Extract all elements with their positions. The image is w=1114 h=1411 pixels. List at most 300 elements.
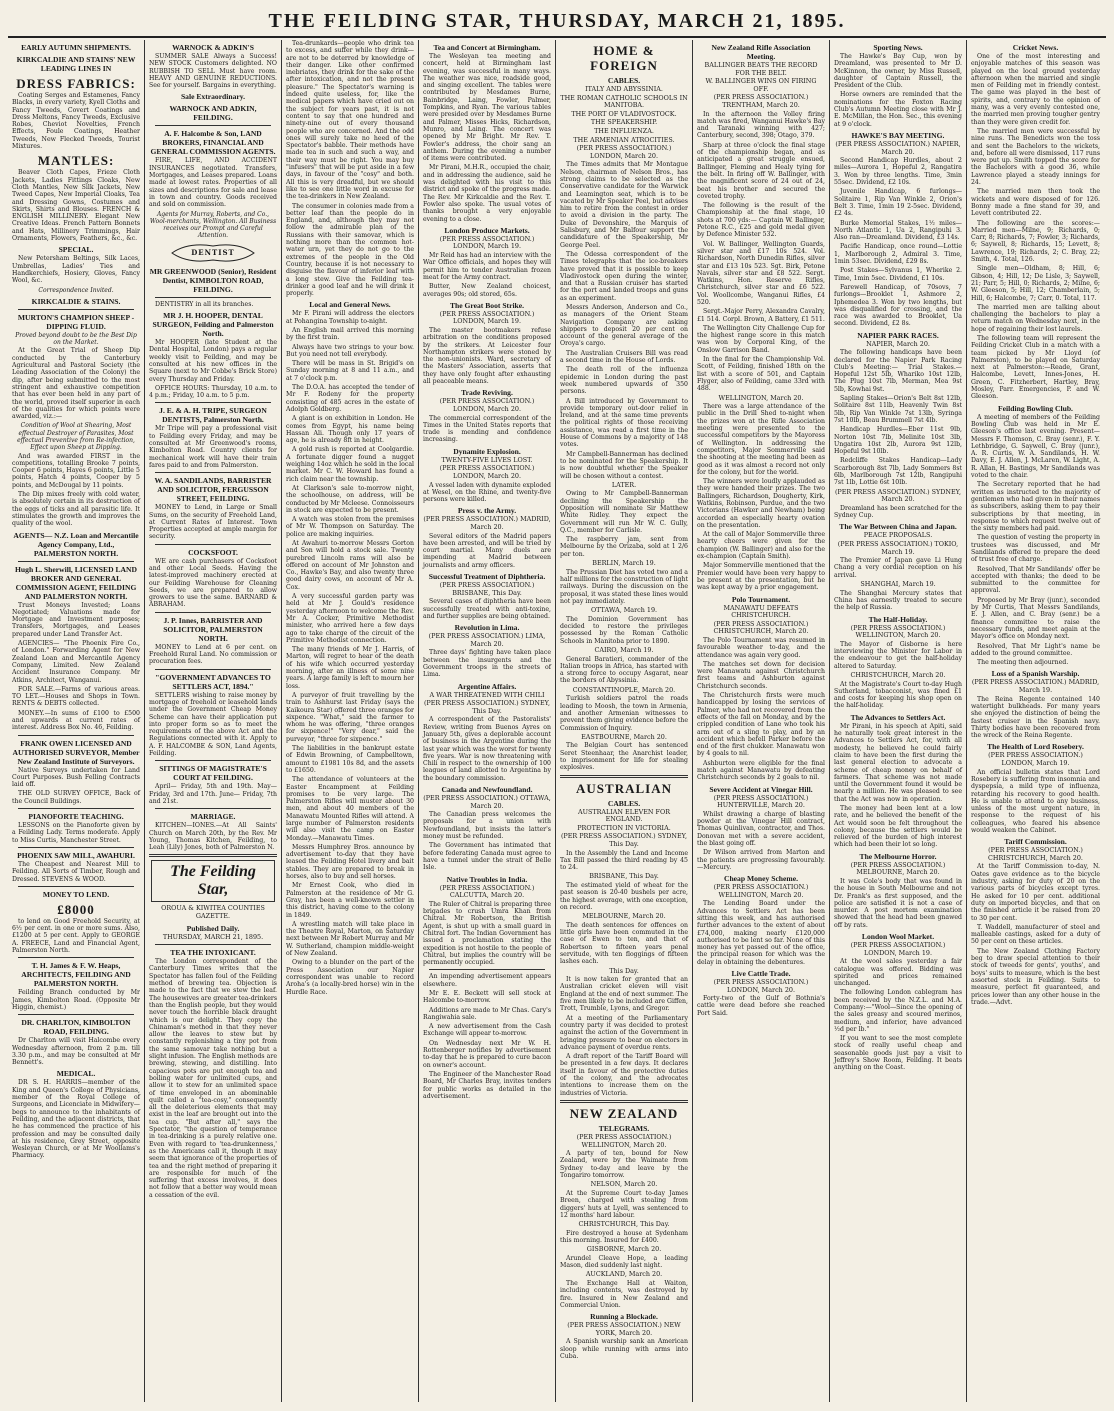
article-paragraph: At the wool sales yesterday a fair catalogue was offered. Bidding was spirited and prices remained unchanged. — [834, 958, 962, 988]
article-paragraph: The following London cablegram has been received by the N.Z.L. and M.A. Company:—"Wool—Since the opening of the sales greasy and scoured merinos, medium, and inferior, have advanced ½d per lb." — [834, 989, 962, 1033]
subheading: (PER PRESS ASSOCIATION.) LONDON, March 20. — [439, 464, 535, 480]
headline: WARNOCK & ADKIN'S — [172, 43, 254, 52]
subheading: (PER PRESS ASSOCIATION.) HUNTERVILLE, March 20. — [713, 793, 809, 810]
article-paragraph: On Wednesday next Mr W. H. Rottenberger notifies by advertisement to-day that he is prepared to cure bacon on owner's account. — [423, 1039, 551, 1069]
column-5 — [556, 40, 693, 1402]
headline: The Great Boot Strike. — [449, 300, 525, 310]
article-paragraph: Vol. W. Ballinger, Wellington Guards, silver star and £17 10s 524. Vol. Richardson, North Dunedin Rifles, silver star and £13 10s 523. Sgt. Birk, Petone Navals, silver star and £8 522. Sergt. Watkins, Hon. Reserve Rifles, Christchurch, silver star and £6 522. Vol. Woollcombe, Wanganui Rifles, £4 520. — [697, 240, 825, 306]
column-rule — [155, 125, 271, 126]
subheading: (PER PRESS ASSOCIATION.) WELLINGTON, March 20. — [713, 883, 809, 899]
subheading: NAPIER, March 20. — [866, 339, 930, 348]
article-paragraph: One of the most interesting and enjoyable matches of this season was played on the local ground yesterday afternoon when the married and single men of Feilding met in friendly contest. The game was played in the best of spirits, and, contrary to the opinion of many, was a very evenly contested one, the married men proving tougher gentry than they were given credit for. — [971, 53, 1100, 126]
subheading: A WAR THREATENED WITH CHILI — [429, 690, 545, 699]
subheading: THE PORT OF VLADIVOSTOCK. — [571, 109, 677, 118]
subheading: (PER PRESS ASSOCIATION.) LONDON, March 19. — [439, 234, 535, 251]
masthead — [8, 6, 1106, 38]
article-paragraph: Dr Wilson arrived from Marton and the patients are progressing favourably.—Mercury. — [697, 849, 825, 871]
article-paragraph: The Hawke's Bay Cup, won by Dreamland, was presented to Mr D. McKinnon, the owner, by Miss Russell, daughter of Captain Russell, the President of the Club. — [834, 53, 962, 90]
article-paragraph: If you want to see the most complete stock of really useful cheap and seasonable goods just pay a visit to Jeffrey's Show Room, Feilding. It beats anything on the Coast. — [834, 1035, 962, 1072]
article-paragraph: A meeting of members of the Feilding Bowling Club was held in Mr E. Gleeson's office last evening. Present—Messrs F. Thomson, C. Bray (senr.), F. Y. Lethbridge, G. Saywell, C. Bray (junr.), A. R. Curtis, W. A. Sandilands, H. W. Davy, E. J. Allen, J. McLaren, W. Light, A. R. Allan, H. Bastings, Mr Sandilands was voted to the chair. — [971, 413, 1100, 480]
subheading: (PER PRESS ASSOCIATION.) LONDON, March 19. — [439, 309, 535, 326]
article-paragraph: The Canadian press welcomes the proposals for a union with Newfoundland, but insists the latter's money must be refunded. — [423, 811, 551, 841]
article-paragraph: The master bootmakers refuse arbitration on the conditions proposed by the strikers. At Leicester four Northampton strikers were stoned by the non-unionists. Ward, secretary of the Masters' Association, asserts that they have only fought after exhausting all peaceable means. — [423, 326, 551, 386]
headline: NAPIER PARK RACES. — [857, 330, 939, 340]
subheading: THURSDAY, MARCH 21, 1895. — [162, 932, 264, 941]
subheading: BRISBANE, This Day. — [589, 872, 659, 881]
article-paragraph: Ashburton were eligible for the final match against Manawatu by defeating Christchurch seconds by 2 goals to nil. — [697, 759, 825, 782]
article-paragraph: Tea-drunkards—people who drink tea to excess, and suffer while they drink—are not to be deterred by knowledge of their danger. Like other confirmed inebriates, they drink for the sake of the after intoxication, and not the present pleasure." The Spectator's warning is indeed quite useless, for, like the medical papers which have cried out on the subject for years past, it is not content to say that one hundred and ninety-nine out of every thousand people who are concerned. And the odd ones will surely take no heed of the Spectator's babble. Their methods have made tea in such and such a way, and their way must be right. You may buy "infusers" that will be put aside in a few days, in favour of the "cosy" and both. All this is very dreadful, but we should like to see one little word in excuse for the tea-drinkers in New Zealand. — [286, 40, 414, 201]
headline: London Wool Market. — [861, 932, 935, 942]
article-paragraph: The raspberry jam, sent from Melbourne by the Orizaba, sold at 1 2/6 per ton. — [560, 536, 688, 558]
article-paragraph: A party of ten, bound for New Zealand, were by the Waimate from Sydney to-day and leave by the Tongariro tomorrow. — [560, 1150, 688, 1180]
article-paragraph: There will be mass in St. Brigid's on Sunday morning at 8 and 11 a.m., and at 7 o'clock p.m. — [286, 360, 414, 382]
headline: Severe Accident at Vinegar Hill. — [709, 784, 813, 794]
display-heading: NEW ZEALAND — [569, 1105, 679, 1121]
article-paragraph: Handicap Hurdles—Eber 11st 9lb, Norton 10st 7lb, Melinite 10st 3lb, Ungatira 10st 2lb, Aurora 9st 12lb, Hopeful 9st 10lb. — [834, 426, 962, 456]
article-paragraph: Fire destroyed a house at Sydenham this morning. Insured for £400. — [560, 1229, 688, 1244]
article-paragraph: The Dip mixes freely with cold water, is absolutely certain in its destruction of the eggs of ticks and all parasitic life. It stimulates the growth and improves the quality of the wool. — [12, 491, 140, 528]
headline: W. A. SANDILANDS, BARRISTER AND SOLICITOR, FERGUSSON STREET, FEILDING. — [154, 476, 272, 504]
column-rule — [155, 544, 271, 545]
article-paragraph: Major Sommerville mentioned that the Premier would have been very happy to be present at the presentation, but he was kept away by a prior engagement. — [697, 562, 825, 592]
headline: Published Daily. — [186, 923, 240, 933]
article-paragraph: The D.O.A. has accepted the tender of Mr F. Rodeny for the property consisting of 485 acres in the estate of Adolph Goldberg. — [286, 384, 414, 413]
article-paragraph: Several editors of the Madrid papers have been arrested, and will be tried by court martial. Many duels are impending at Madrid between journalists and army officers. — [423, 532, 551, 569]
headline: Successful Treatment of Diphtheria. — [428, 572, 546, 582]
headline: Running a Blockade. — [590, 1312, 658, 1322]
subheading: (PER PRESS ASSOCIATION.) TOKIO, March 19. — [837, 540, 959, 556]
subheading: (PER PRESS ASSOCIATION.) MADRID, March 20. — [423, 515, 551, 531]
article-paragraph: Owing to Mr Campbell-Bannerman declining the Speakership the Opposition will nominate Sir Matthew White Ridley. They expect the Government will run Mr W. C. Gully, Q.C., member for Carlisle. — [560, 490, 688, 534]
article-paragraph: Messrs Humphrey Bros. announce by advertisement to-day that they have leased the Feilding Hotel livery and bait stables. They are prepared to break in horses, also to buy and sell horses. — [286, 843, 414, 881]
article-paragraph: Trust Moneys Invested; Loans Negotiated; Valuations made for Mortgage and Investment purposes; Transfers, Mortgages, and Leases prepared under Land Transfer Act. — [12, 601, 140, 638]
subheading: (PER PRESS ASSOCIATION.) LIMA, March 20. — [428, 632, 546, 648]
article-paragraph: Additions are made to Mr Chas. Cary's Rangiwahia sale. — [423, 1006, 551, 1021]
article-paragraph: An official bulletin states that Lord Rosebery is suffering from insomnia and dyspepsia, a mild type of influenza, retarding his recovery to good health. He is unable to attend to any business, unless of the most urgent nature, in response to the request of his colleagues, who feared his absence would weaken the Cabinet. — [971, 768, 1100, 834]
article-paragraph: The question of vesting the property in trustees was discussed, and Mr Sandilands offered to prepare the deed of trust free of charge. — [971, 534, 1100, 564]
double-rule — [560, 1100, 688, 1103]
headline: Canada and Newfoundland. — [441, 784, 533, 794]
masthead-title: THE FEILDING STAR, THURSDAY, MARCH 21, 1895. — [268, 9, 846, 32]
article-paragraph: Several cases of diphtheria have been successfully treated with anti-toxine, and further supplies are being obtained. — [423, 598, 551, 620]
article-paragraph: Butter, New Zealand choicest, averages 90s; old stored, 65s. — [423, 283, 551, 298]
headline: Native Troubles in India. — [446, 874, 528, 884]
article-paragraph: In the final for the Championship Vol. Scott, of Feilding, finished 18th on the list with a score of 501, and Captain Flyger, also of Feilding, came 33rd with 488. — [697, 356, 825, 393]
subheading: CHRISTCHURCH, March 20. — [850, 670, 946, 679]
subheading: (PER PRESS ASSOCIATION.) SYDNEY, This Day. — [560, 832, 688, 848]
column-rule — [155, 760, 271, 761]
subheading: (PER PRESS ASSOCIATION.) TRENTHAM, March 20. — [713, 93, 809, 109]
headline: FRANK OWEN LICENSED AND AUTHORISED SURVEYOR, Member New Zealand Institute of Surveyors. — [12, 738, 140, 766]
column-rule — [155, 808, 271, 809]
article-paragraph: The following is the result of the Championship at the final stage, 10 shots at 700 yds:— Captain W. Ballinger, Petone R.C., £25 and gold medal given by Defence Minister 532. — [697, 202, 825, 239]
article-paragraph: The married men are talking about challenging the bachelors to play a return match on Wednesday next, in the hope of regaining their lost laurels. — [971, 303, 1100, 333]
subheading: This Day. — [609, 966, 639, 975]
headline: The Advances to Settlers Act. — [850, 712, 946, 722]
article-paragraph: to lend on Good Freehold Security, at 6½ per cent. in one or more sums. Also, £1200 at 5 per cent. Apply to GEORGE A. FREECE, Land and Financial Agent, Palmerston North. — [12, 917, 140, 955]
article-paragraph: The married men then took the wickets and were disposed of for 126. Bonny made a fine stand for 39, and Levett contributed 22. — [971, 188, 1100, 218]
headline: "GOVERNMENT ADVANCES TO SETTLERS ACT, 1894." — [155, 672, 271, 691]
subheading: (PER PRESS ASSOCIATION.) WELLINGTON, March 20. — [850, 623, 946, 640]
article-paragraph: The Government has intimated that before federating Canada must agree to have a tunnel under the strait of Belle Isle. — [423, 842, 551, 872]
article-paragraph: The London correspondent of the Canterbury Times writes that the Spectator has fallen foul of the Feilding method of brewing tea. Objection is made to the fact that we stew the leaf. The housewives are greater tea-drinkers than the English people, but they would never touch the horrible black draught which is our delight. They copy the Chinaman's method in that they never allow the leaves to stew but by constantly replenishing a tiny pot from the same samovar take nothing but a slight infusion. The English methods are brewing, stewing, and distilling. Into capacious pots are put enough tea and boiling water for unlimited cups, and allow it to stew for an unlimited space of time enveloped in an abominable quilt called a "tea-cosy," consequently all the deleterious elements that may exist in the leaf are brought out into the tea cup. "But after all," says the Spectator, "the question of temperance in tea-drinking is a purely relative one. Even with regard to 'tea-drunkenness,' as the Americans call it, though it may seem that ignorance of the properties of tea and the right method of preparing it are responsible for much of the suffering that excess involves, it does not follow that a better way would mean a cessation of the evil. — [149, 958, 277, 1199]
headline: Trade Reviving. — [461, 388, 513, 398]
article-paragraph: A Spanish warship sank an American sloop while running with arms into Cuba. — [560, 1338, 688, 1361]
article-paragraph: Mr Tripe will pay a professional visit to Feilding every Friday, and may be consulted at Mr Greenwood's rooms, Kimbolton Road. Country clients for mechanical work will have their train fares paid to and from Palmerston. — [149, 425, 277, 469]
headline: TELEGRAMS. — [598, 1123, 650, 1133]
headline: Argentine Affairs. — [457, 681, 517, 691]
article-paragraph: The Ruler of Chitral is preparing three brigades to crush Umra Khan from Chitral. Mr Robertson, the British Agent, is shut up with a small guard in Chitral fort. The Indian Government has issued a proclamation stating the expedition is not hostile to the people of Chitral, but implies the country will be permanently occupied. — [423, 900, 551, 967]
headline: Local and General News. — [309, 300, 391, 310]
article-paragraph: The winners were loudly applauded as they were handed their prizes. The two Ballingers, Richardson, Dougherty, Kirk, Watkins, Robinson, Purdue, and the two Victorians (Hawker and Newham) being accorded an especially hearty ovation on the presentation. — [697, 478, 825, 529]
article-paragraph: A wrestling match will take place in the Theatre Royal, Marton, on Saturday next between Mr Robert Murray and Mr W. Sutherland, champion middle-weight of New Zealand. — [286, 920, 414, 958]
article-paragraph: Beaver Cloth Capes, Frieze Cloth Jackets, Ladies Fittings Cloaks, New Cloth Mantles, New Silk Jackets, New Tweed Capes, New Imperial Cloaks, Tea and Dressing Gowns, Costumes and Skirts, Shirts and Blouses. FRENCH & ENGLISH MILLINERY. Elegant New Creative Ideas. French Pattern Bonnets and Hats, Millinery Trimmings, Hair Ornaments, Flowers, Feathers, &c., &c. — [12, 169, 140, 243]
headline: Feilding Bowling Club. — [998, 403, 1073, 413]
article-paragraph: Mr E. E. Beckett will sell stock at Halcombe to-morrow. — [423, 990, 551, 1005]
article-paragraph: Resolved, That Mr Sandilands' offer be accepted with thanks; the deed to be submitted to the committee for approval. — [971, 565, 1100, 595]
article-paragraph: The Odessa correspondent of the Times telegraphs that the ice-breakers have proved that it is possible to keep Vladivostock open during the winter, and that a Russian cruiser has started for the port and landed troops and guns as an experiment. — [560, 250, 688, 302]
article-paragraph: At the Magistrate's Court to-day Hugh Sutherland, tobacconist, was fined £1 and costs for keeping his shop open on the half-holiday. — [834, 680, 962, 710]
column-2 — [145, 40, 282, 1402]
subheading: CONSTANTINOPLE, March 20. — [572, 685, 676, 694]
subheading: EASTBOURNE, March 20. — [581, 732, 667, 741]
headline: MARRIAGE. — [190, 812, 236, 822]
article-paragraph: It was Cole's body that was found in the house in South Melbourne and not Dr. Frank's as first supposed, and the police are satisfied it is not a case of murder. A post mortem examination showed that the head had been gnawed off by rats. — [834, 877, 962, 929]
article-paragraph: An English mail arrived this morning by the first train. — [286, 326, 414, 342]
article-paragraph: The Cheapest and Nearest Mill to Feilding. All Sorts of Timber, Rough and Dressed. STEVENS & WOOD. — [12, 860, 140, 883]
headline: The War Between China and Japan. — [839, 522, 957, 532]
article-paragraph: Farewell Handicap, of 70sovs, 7 furlongs—Brooklet 1, Ashmore 2, Iphemedea 3. Won by two lengths, but was disqualified for crossing, and the race was awarded to Brooklet, Ua second. Dividend, £2 8s. — [834, 283, 962, 328]
headline: Sale Extraordinary. — [180, 92, 246, 102]
subheading: MELBOURNE, March 20. — [582, 912, 666, 921]
article-paragraph: Burke Memorial Stakes, 1½ miles—North Atlantic 1, Ua 2, Rangipuhi 3. Also ran—Dreamland. Dividend, £3 14s. — [834, 219, 962, 242]
article-paragraph: The Belgian Court has sentenced Seret Steenhaar, the Anarchist leader, to imprisonment for life for stealing explosives. — [560, 742, 688, 772]
article-paragraph: Mr Pirani, M.H.R., occupied the chair, and in addressing the audience, said he was delighted with his visit to this district and spoke of the progress made. The Rev. Mr Kirkcaldie and the Rev. T. Fowler also spoke. The usual votes of thanks brought a very enjoyable evening to a close. — [423, 164, 551, 223]
article-paragraph: Resolved, That Mr Light's name be added to the ground committee. — [971, 642, 1100, 657]
headline: PHOENIX SAW MILL, AWAHURI. — [17, 850, 135, 860]
article-paragraph: Messrs Anderson, Anderson and Co., as managers of the Orient Steam Navigation Company are asking shippers to deposit 20 per cent on account of the general average of the Oroya's cargo. — [560, 303, 688, 348]
article-paragraph: There was a large attendance of the public in the Drill Shed to-night when the prizes won at the Rifle Association meeting were presented to the successful competitors by the Mayoress of Wellington. In addressing the competitors, Major Sommerville said the shooting at the meeting had been as good as it was almost a record not only for the colony, but for the world. — [697, 403, 825, 476]
article-paragraph: Always have two strings to your bow. But you need not tell everybody. — [286, 343, 414, 358]
headline: DR. CHARLTON, KIMBOLTON ROAD, FEILDING. — [21, 1018, 131, 1037]
double-rule — [560, 775, 688, 778]
article-paragraph: The money had been lent at a low rate, and he believed the benefit of the Act would soon be felt throughout the colony, because the settlers would be relieved of the burden of high interest which had been their lot so long. — [834, 804, 962, 849]
headline: HAWKE'S BAY MEETING. — [851, 130, 945, 140]
headline: Live Cattle Trade. — [731, 969, 791, 978]
subheading: (PER PRESS ASSOCIATION.) MADRID, March 19. — [971, 678, 1100, 695]
article-paragraph: At a meeting of the Parliamentary country party it was decided to protest against the action of the Government in bringing pressure to bear on electors in advance payment of overdue rents. — [560, 1014, 688, 1051]
article-paragraph: T. Waddell, manufacturer of steel and malleable castings, asked for a duty of 50 per cent on these articles. — [971, 923, 1100, 946]
article-paragraph: Sapling Stakes—Orion's Belt 8st 12lb, Solitaire 8st 11lb, Heavenly Twin 8st 5lb, Rip Van Winkle 7st 13lb, Syringa 7st 10lb, Beau Brummell 7st 4lb. — [834, 395, 962, 424]
article-paragraph: Mr Reid has had an interview with the War Office officials, and hopes they will permit him to tender Australian frozen meat for the Army contract. — [423, 252, 551, 281]
subheading: THE ARMENIAN ATROCITIES. — [573, 135, 675, 144]
headline: London Produce Markets. — [444, 225, 530, 235]
article-paragraph: Proposed by Mr Bray (junr.), seconded by Mr Curtis, That Messrs Sandilands, E. J. Allen, and C. Bray (senr.) be a finance committee to raise the necessary funds, and meet again at the Mayor's office on Monday next. — [971, 596, 1100, 641]
column-rule — [155, 944, 271, 945]
subheading: (PER PRESS ASSOCIATION.) MELBOURNE, March 20. — [850, 860, 946, 877]
article-paragraph: Sharp at three o'clock the final stage of the championship began, and as anticipated a great struggle ensued, Ballinger, Fleming and Healy tying for the belt. In firing off W. Ballinger, with the magnificent score of 24 out of 24, beat his brother and secured the coveted trophy. — [697, 141, 825, 200]
article-paragraph: General Baratieri, commander of the Italian troops in Africa, has started with a strong force to occupy Asgarat, near the borders of Abyssinia. — [560, 655, 688, 685]
article-paragraph: Dreamland has been scratched for the Sydney Cup. — [834, 504, 962, 520]
display-heading: DRESS FABRICS: — [16, 76, 136, 91]
article-paragraph: WE are cash purchasers of Cocksfoot and other Local Seeds. Having the latest-improved machinery erected at our Feilding Warehouse for Cleaning Seeds, we are prepared to allow growers to use the same. BARNARD & ABRAHAM. — [149, 557, 277, 609]
headline: EARLY AUTUMN SHIPMENTS. — [21, 43, 131, 52]
headline: Cricket News. — [1012, 43, 1059, 52]
column-8 — [967, 40, 1104, 1402]
article-paragraph: The Shanghai Mercury states that China has earnestly treated to secure the help of Russia. — [834, 589, 962, 612]
headline: J. E. & A. H. TRIPE, SURGEON DENTISTS, Palmerston North. — [159, 406, 267, 425]
subheading: (PER PRESS ASSOCIATION.) CHRISTCHURCH, March 20. — [988, 846, 1083, 862]
article-paragraph: April— Friday, 5th and 19th. May— Friday, 3rd and 17th. June— Friday, 7th and 21st. — [149, 783, 277, 805]
article-paragraph: The commercial correspondent of the Times in the United States reports that trade is mending and confidence increasing. — [423, 414, 551, 444]
headline: KIRKCALDIE & STAINS. — [31, 296, 121, 306]
article-paragraph: Mr Ernest Cook, who died in Palmerston at the residence of Mr G. Gray, has been a well-known settler in this district, having come to the colony in 1849. — [286, 882, 414, 919]
article-paragraph: A new advertisement from the Cash Exchange will appear to-morrow. — [423, 1023, 551, 1038]
subheading: LATER. — [611, 480, 637, 489]
subheading: THE INFLUENZA. — [594, 126, 654, 135]
headline: Loss of a Spanish Warship. — [991, 669, 1080, 679]
article-paragraph: Whilst drawing a charge of blasting powder at the Vinegar Hill contract, Thomas Quinlivan, contractor, and Thos. Donovan met with a severe accident, the blast going off. — [697, 810, 825, 847]
article-paragraph: The liabilities in the bankrupt estate of Edwin Browning, of Campbelltown, amount to £1981 10s 8d, and the assets to £1650. — [286, 745, 414, 774]
headline: Dynamite Explosion. — [453, 446, 521, 456]
article-paragraph: The Times admits that Mr Montague Nelson, chairman of Nelson Bros., has strong claims to be selected as the Conservative candidate for the Warwick and Leamington seat, which is to be vacated by Mr Speaker Peel, but advises him to retire from the contest in order to avoid a division in the party. The Duke of Devonshire, the Marquis of Salisbury, and Mr Balfour support the candidature of the Speakership, Mr George Peel. — [560, 161, 688, 249]
article-paragraph: Pacific Handicap, once round—Lottie 1, Marlborough 2, Admiral 3. Time, 1min 53sec. Dividend, £29 8s. — [834, 243, 962, 266]
headline: CABLES. — [607, 798, 641, 808]
article-paragraph: The meeting then adjourned. — [977, 659, 1069, 667]
article-paragraph: A watch was stolen from the premises of Mr W. Thompson on Saturday. The police are making inquiries. — [286, 516, 414, 538]
article-paragraph: Sergt.-Major Perry, Alexandra Cavalry, £1 514. Corpl. Brown, A Battery, £1 511. — [697, 308, 825, 323]
newspaper-nameplate — [151, 860, 275, 902]
column-rule — [18, 847, 134, 848]
article-paragraph: SETTLERS wishing to raise money by mortgage of freehold or leasehold lands under the Government Cheap Money Scheme can have their application put into proper form so as to meet the requirements of the above Act and the Regulations connected with it. Apply to A. F. HALCOMBE & SON, Land Agents, Feilding. — [149, 691, 277, 758]
subheading: NELSON, March 20. — [590, 1180, 658, 1189]
column-rule — [429, 969, 545, 970]
display-heading: MANTLES: — [37, 153, 115, 169]
subheading: OTTAWA, March 19. — [590, 606, 658, 615]
display-heading: HOME & FOREIGN — [590, 43, 658, 73]
article-paragraph: A very successful garden party was held at Mr J. Gould's residence yesterday afternoon to welcome the Rev. Mr A. Cocker, Primitive Methodist minister, who arrived here a few days ago to take charge of the circuit of the Primitive Methodist connection. — [286, 593, 414, 644]
article-paragraph: The matches set down for decision were Manawatu against Christchurch first teams and Ashburton against Christchurch seconds. — [697, 660, 825, 690]
headline: Revolution in Lima. — [454, 623, 520, 633]
subheading: (PER PRESS ASSOCIATION.) LONDON, March 20. — [576, 144, 672, 160]
column-rule — [18, 886, 134, 887]
headline: Cheap Money Scheme. — [723, 874, 799, 884]
headline: Sporting News. — [873, 43, 923, 52]
article-paragraph: The New Zealand Clothing Factory beg to draw special attention to their stock of tweeds for gents', youths', and boys' suits to measure, which is the best assorted stock in Feilding. Suits to measure, perfect fit guaranteed, and prices lower than any other house in the trade.—Advt. — [971, 947, 1100, 1006]
dentist-ornament — [149, 242, 277, 264]
subheading: W. BALLINGER WINS ON FIRING OFF. — [705, 77, 817, 93]
headline: KIRKCALDIE AND STAINS' NEW LEADING LINES IN — [16, 55, 136, 73]
article-paragraph: The attendance of volunteers at the Easter Encampment at Feilding promises to be very large. The Palmerston Rifles will muster about 30 men, and about 40 members of the Manawatu Mounted Rifles will attend. A large number of Palmerston residents will also visit the camp on Easter Monday.—Manawatu Times. — [286, 776, 414, 842]
ornament-label: DENTIST — [191, 247, 235, 257]
article-paragraph: The death roll of the influenza epidemic in London during the past week numbered upwards of 350 persons. — [560, 366, 688, 396]
subheading: (PER PRESS ASSOCIATION.) BRISBANE, This Day. — [439, 581, 535, 597]
article-paragraph: The Exchange Hall at Waiton, including contents, was destroyed by fire. Insured in New Zealand and Commercial Union. — [560, 1280, 688, 1309]
article-paragraph: The Dominion Government has decided to restore the privileges possessed by the Roman Catholic Schools in Manitoba prior to 1890. — [560, 615, 688, 645]
article-paragraph: The married men were successful by nine runs. The Benedicts won the toss and sent the Bachelors to the wickets, and, before all were dismissed, 117 runs were put up. Smith topped the score for the Bachelors with a good 36, while Lawrence played a steady innings for 24. — [971, 127, 1100, 187]
byline: Condition of Wool at Shearing, Most effectual Destroyer of Parasites, Most effectual Preventive from Re-infection, Effect upon Sheep at Dipping. — [17, 422, 135, 452]
article-paragraph: And was awarded FIRST in the competitions, totalling Brooke 7 points, Cooper 6 points, Hayes 6 points, Little 5 points, Hatch 4 points, Cooper by 5 points, and McDougal by 11 points. — [12, 452, 140, 489]
article-paragraph: Coating Serges and Estamenes, Fancy Blacks, in every variety, Kyell Cloths and Fancy Tweeds, Covert Coatings and Dress Meltons, Fancy Tweeds, Exclusive Robes, Cheviot Novelties, French Effects, Foule Coatings, Heather Tweeds, New Flecked Tweeds, Tourist Mixtures. — [12, 92, 140, 151]
subheading: SHANGHAI, March 19. — [860, 580, 936, 589]
article-paragraph: DENTISTRY in all its branches. — [155, 300, 254, 308]
headline: Press v. the Army. — [457, 506, 517, 516]
subheading: (PER PRESS ASSOCIATION.) LONDON, March 19. — [988, 751, 1083, 768]
article-paragraph: At the Great Trial of Sheep Dip conducted by the Canterbury Agricultural and Pastoral Society (the Leading Association of the Colony) the dip, after being submitted to the most stringent and exhaustive competition that has ever been held in any part of the world, proved itself superior in each of the qualities for which points were awarded, viz.:— — [12, 347, 140, 421]
article-paragraph: MONEY.—In sums of £100 to £500 and upwards at current rates of interest. Address Box No. 46, Feilding. — [12, 709, 140, 732]
column-rule — [155, 297, 271, 298]
subheading: MANAWATU DEFEATS CHRISTCHURCH. — [723, 603, 799, 620]
column-rule — [18, 309, 134, 310]
byline: Proved beyond doubt to be the Best Dip on the Market. — [15, 331, 137, 347]
subheading: PROTECTION IN VICTORIA. — [577, 823, 671, 832]
headline: COCKSFOOT. — [188, 547, 238, 557]
article-paragraph: At the call of Major Sommerville three hearty cheers were given for the champion (W. Ballinger) and also for the ex-champion (Captain Smith). — [697, 531, 825, 561]
subheading: (PER PRESS ASSOCIATION.) WELLINGTON, March 20. — [576, 1132, 672, 1149]
headline: New Zealand Rifle Association Meeting. — [711, 43, 811, 61]
headline: Tea and Concert at Birmingham. — [433, 43, 541, 52]
subheading: (PER PRESS ASSOCIATION.) NAPIER, March 20. — [835, 139, 961, 156]
column-rule — [18, 957, 134, 958]
column-rule — [18, 561, 134, 562]
article-paragraph: Three days' fighting have taken place between the insurgents and the Government troops in the streets of Lima. — [423, 649, 551, 679]
article-paragraph: The Christchurch firsts were much handicapped by losing the services of Palmer, who had not recovered from the effects of the fall on Monday, and by the crippled condition of Lane who took his arm out of a sling to play, and by an accident which befell Parker before the end of the first chukker. Manawatu won by 4 goals to nil. — [697, 692, 825, 758]
article-paragraph: The death sentences for offences on little girls have been commuted in the case of Ewen to ten, and that of Robertson to fifteen years penal servitude, with ten floggings of fifteen lashes each. — [560, 921, 688, 966]
article-paragraph: FIRE, LIFE, AND ACCIDENT INSURANCES negotiated. Transfers, Mortgages, and Leases prepared. Loans made at lowest rates. Properties of all sizes and descriptions for sale and lease in town and country. Goods received and sold on commission. — [149, 157, 277, 209]
column-6 — [693, 40, 830, 1402]
subheading: WELLINGTON, March 20. — [718, 393, 804, 402]
article-paragraph: The Polo Tournament was resumed in favourable weather to-day, and the attendance was again very good. — [697, 636, 825, 659]
headline: MR J. H. HOOPER, DENTAL SURGEON, Feilding and Palmerston North. — [152, 311, 274, 339]
article-paragraph: A Bill introduced by Government to provide temporary out-door relief in Ireland, and at the same time prevents the political rights of those receiving assistance, was read a first time in the House of Commons by a majority of 148 votes. — [560, 397, 688, 449]
article-paragraph: A gold rush is reported at Coolgardie. A fortunate digger found a nugget weighing 14oz which he sold in the local market. Mr C. W. Howard has found a rich claim near the township. — [286, 446, 414, 483]
column-4 — [419, 40, 556, 1402]
article-paragraph: Horse owners are reminded that the nominations for the Foxton Racing Club's Autumn Meeting close with Mr J. E. McMillan, the Hon. Sec., this evening at 9 o'clock. — [834, 91, 962, 128]
subheading: BALLINGER BEATS THE RECORD FOR THE BELT. — [704, 61, 818, 77]
article-paragraph: Mr Campbell-Bannerman has declined to be nominated for the Speakership. It is now doubtful whether the Speaker will be chosen without a contest. — [560, 450, 688, 480]
subheading: CAIRO, March 19. — [594, 645, 654, 654]
subheading: AUSTRALIAN ELEVEN FOR ENGLAND. — [577, 807, 671, 824]
article-paragraph: LESSONS on the Pianoforte given by a Feilding Lady. Terms moderate. Apply to Miss Curtis, Manchester Street. — [12, 822, 140, 844]
article-paragraph: The following handicaps have been declared for the Napier Park Racing Club's Meeting:— Trial Stakes.—Hopeful 12st 5lb, Whariko 10st 12lb, The Plug 10st 7lb, Merman, Mea 9st 5lb, Kowhai 9st. — [834, 349, 962, 393]
headline: Hugh L. Sherwill, LICENSED LAND BROKER AND GENERAL COMMISSION AGENT, FEILDING AND PALMERSTON NORTH. — [15, 564, 137, 601]
headline: SPECIAL. — [58, 245, 94, 255]
article-paragraph: Forty-two of the Gulf of Bothnia's cattle were dead before she reached Port Said. — [697, 995, 825, 1017]
article-paragraph: Turkish soldiers patrol the roads leading to Moosh, the town in Armenia, and another Armenian witnesses to prevent them giving evidence before the Commission of Inquiry. — [560, 695, 688, 732]
headline: PIANOFORTE TEACHING. — [28, 812, 124, 822]
headline: TEA THE INTOXICANT. — [170, 948, 256, 958]
article-paragraph: The Secretary reported that he had written as instructed to the majority of gentlemen who had given in their names as subscribers, asking them to pay their subscriptions by that meeting, in response to which request twelve out of the sixty members had paid. — [971, 481, 1100, 533]
headline: A. F. Halcombe & Son, LAND BROKERS, FINANCIAL AND GENERAL COMMISSION AGENTS. — [150, 129, 276, 157]
article-paragraph: DR S. H. HARRIS—member of the King and Queen's College of Physicians, member of the Royal College of Surgeons, and Licenciate in Midwifery— begs to announce to the inhabitants of Feilding, and the adjacent districts, that he has commenced the practice of his profession and may be consulted daily at his residence, Grey Street, opposite Wesleyan Church, or at Mr Woollams's Pharmacy. — [12, 1079, 140, 1160]
headline: T. H. James & F. W. Heaps, ARCHITECTS, FEILDING AND PALMERSTON NORTH. — [21, 961, 131, 989]
subheading: TWENTY-FIVE LIVES LOST. — [441, 455, 533, 464]
subheading: CHRISTCHURCH, This Day. — [578, 1220, 670, 1229]
article-paragraph: A vessel laden with dynamite exploded at Wesel, on the Rhine, and twenty-five persons were killed. — [423, 481, 551, 504]
headline: The Melbourne Horror. — [859, 851, 937, 861]
column-rule — [155, 669, 271, 670]
article-paragraph: Juvenile Handicap, 6 furlongs—Solitaire 1, Rip Van Winkle 2, Orion's Belt 3. Time, 1min 19 2-5sec. Dividend, £2 4s. — [834, 188, 962, 218]
article-paragraph: The many friends of Mr J. Harris, of Marton, will regret to hear of the death of his wife which occurred yesterday morning, after an illness of some nine years. A large family is left to mourn her loss. — [286, 646, 414, 690]
article-paragraph: A draft report of the Tariff Board will be presented in a few days. It declares itself in favour of the protective duties of the colony, and the advocates intentions to increase them on the industries of Victoria. — [560, 1053, 688, 1097]
subheading: AUCKLAND, March 20. — [585, 1270, 663, 1279]
column-rule — [18, 735, 134, 736]
headline: WARNOCK AND ADKIN, FEILDING. — [169, 104, 257, 123]
article-paragraph: Feilding Branch conducted by Mr James, Kimbolton Road. (Opposite Mr Higgin, chemist.) — [12, 989, 140, 1011]
article-paragraph: MONEY to Lend, in Large or Small Sums, on the security of Freehold Land, at Current Rates of Interest. Town Properties accepted at ample margin for security. — [149, 504, 277, 541]
article-paragraph: Mr Pirani, in his speech at Apiti, said he naturally took great interest in the Advances to Settlers Act, for, with all modesty, he believed he could fairly claim to have been the first during the last general election to advocate a scheme of cheap money on behalf of farmers. That scheme was not made until the Government found it would be nearly a million. He was pleased to see that the Act was now in operation. — [834, 722, 962, 803]
column-1 — [8, 40, 145, 1402]
article-paragraph: The Wellington City Challenge Cup for the highest range score in this match was won by Corporal King, of the Onslow Garrison Band. — [697, 324, 825, 354]
headline: The Health of Lord Rosebery. — [987, 742, 1084, 752]
nameplate-title: The Feilding Star, — [170, 863, 256, 899]
subheading: OROUA & KIWITEA COUNTIES GAZETTE. — [161, 904, 265, 920]
article-paragraph: The Australian Cruisers Bill was read a second time in the House of Lords. — [560, 349, 688, 365]
headline: MONEY TO LEND. — [42, 889, 110, 899]
headline: J. P. Innes, BARRISTER AND SOLICITOR, PALMERSTON NORTH. — [163, 615, 263, 643]
article-paragraph: Post Stakes—Sylvanus 1, Wherike 2. Time, 1min 5sec. Dividend, £1 10s. — [834, 267, 962, 282]
headline: AGENTS— N.Z. Loan and Mercantile Agency Company, Ltd., PALMERSTON NORTH. — [13, 530, 139, 558]
column-3 — [282, 40, 419, 1402]
article-paragraph: OFFICE HOURS: Thursday, 10 a.m. to 4 p.m.; Friday, 10 a.m. to 5 p.m. — [149, 384, 277, 400]
headline: CABLES. — [607, 76, 641, 85]
article-paragraph: FOR SALE.—Farms of various areas. TO LET.—Houses and Shops in Town. RENTS & DEBTS collected. — [12, 685, 140, 708]
article-paragraph: In the afternoon the Volley firing match was fired, Wanganui Hawke's Bay and Taranaki winning with 427; Canterbury, second, 398; Otago, 379. — [697, 110, 825, 140]
article-paragraph: The Prussian Diet has voted two and a half millions for the construction of light railways. During the discussion on the proposal, it was stated these lines would not pay immediately. — [560, 568, 688, 605]
subheading: (PER PRESS ASSOCIATION.) LONDON, March 19. — [850, 941, 946, 957]
article-paragraph: The following are the scores:— Married men—Milne, 9; Richards, 0; Carr, 8; Richards, 7; Fowler, 3; Richards, 6; Saywell, 8; Richards, 15; Levett, 8; Lawrence, 19; Richards, 2; C. Bray, 22; Smith, 4. Total, 126. — [971, 219, 1100, 264]
article-paragraph: Second Handicap Hurdles, about 2 miles—Aurora 1, Hopeful 2, Rangatira 3. Won by three lengths. Time, 3min 55sec. Dividend, £2 10s. — [834, 157, 962, 187]
subheading: (PER PRESS ASSOCIATION.) OTTAWA, March 20. — [423, 793, 551, 810]
article-paragraph: Mr HOOPER (late Student at the Dental Hospital, London) pays a regular weekly visit to Feilding, and may be consulted at his new offices in the Square (next to Mr Cobbe's Brick Store) every Thursday and Friday. — [149, 339, 277, 383]
display-heading: £8000 — [57, 901, 95, 917]
article-paragraph: Dr Charlton will visit Halcombe every Wednesday afternoon, from 2 p.m. till 3.30 p.m., and may be consulted at Mr Bennett's. — [12, 1037, 140, 1067]
article-paragraph: At Clarkson's sale to-morrow night, the schoolhouse, on address, will be conducted by Mr Mcleese. Connoisseurs in stock are expected to be present. — [286, 484, 414, 514]
column-7 — [830, 40, 967, 1402]
article-paragraph: MONEY to Lend at 6 per cent. on Freehold Rural Land. No commission or procuration fees. — [149, 643, 277, 666]
article-paragraph: The Wesleyan tea meeting and concert, held at Birmingham last evening, was successful in many ways. The weather was nice, roadside good, and singing excellent. The tables were contributed by Mesdames Burne, Bainbridge, Laing, Fowler, Palmer, Tompkins, and Ryan. The various tables were presided over by Mesdames Burne and Palmer, Misses Hicks, Richardson, Munro, and Laing. The concert was opened by Mr Bright. Mr Rev. T. Fowler's address, the choir sang an anthem. During the evening a number of items were contributed. — [423, 53, 551, 163]
subheading: (PER PRESS ASSOCIATION.) CHRISTCHURCH, March 20. — [713, 619, 809, 636]
article-paragraph: The Reina Regente contained 140 watertight bulkheads. For many years she enjoyed the distinction of being the fastest cruiser in the Spanish navy. Thirty bodies have been recovered from the wreck of the Reina Regente. — [971, 695, 1100, 740]
subheading: (PER PRESS ASSOCIATION.) SYDNEY, This Day. — [423, 699, 551, 715]
article-paragraph: Mr F. Pirani will address the electors at Pohangina Township to-night. — [286, 310, 414, 325]
column-rule — [18, 1014, 134, 1015]
article-paragraph: At the Supreme Court to-day James Breen, charged with stealing from diggers' huts at Lyell, was sentenced to 12 months' hard labour. — [560, 1189, 688, 1219]
subheading: ITALY AND ABYSSINIA. — [585, 85, 663, 93]
headline: MURTON'S CHAMPION SHEEP - DIPPING FLUID. — [17, 312, 135, 331]
article-paragraph: The estimated yield of wheat for the past season is 20-40 bushels per acre, the highest average, with one exception, on record. — [560, 882, 688, 911]
subheading: (PER PRESS ASSOCIATION.) LONDON, March 20. — [713, 978, 809, 994]
subheading: (PER PRESS ASSOCIATION.) CALCUTTA, March 20. — [439, 883, 535, 900]
newspaper-columns — [8, 40, 1106, 1402]
article-paragraph: Arundel Cleave Hope, a leading Mason, died suddenly last night. — [560, 1254, 688, 1270]
article-paragraph: At Awahuri to-morrow Messrs Gorton and Son will hold a stock sale. Twenty purebred Lincoln rams will also be offered on account of Mr Johnston and Co., Hawke's Bay, and also twenty three good dairy cows, on account of Mr A. Cox. — [286, 540, 414, 591]
article-paragraph: In the Assembly the Land and Income Tax Bill passed the third reading by 45 to 24. — [560, 849, 688, 872]
article-paragraph: New Petersham Beltings, Silk Laces, Umbrellas, Ladies' Ties and Handkerchiefs, Hosiery, Gloves, Fancy Wool, &c. — [12, 255, 140, 285]
article-paragraph: The Mayor of Gisborne is here interviewing the Minister for Labor in the endeavour to get the half-holiday altered to Saturday. — [834, 640, 962, 670]
article-paragraph: A giant is on exhibition in London. He comes from Egypt, his name being Hassan Ali. Though only 17 years of age, he is already 8ft in height. — [286, 415, 414, 445]
article-paragraph: THE OLD SURVEY OFFICE, Back of the Council Buildings. — [12, 790, 140, 805]
article-paragraph: Native Surveys undertaken for Land Court Purposes. Bush Felling Contracts laid off. — [12, 766, 140, 789]
subheading: THE ROMAN CATHOLIC SCHOOLS IN MANITOBA. — [560, 93, 688, 110]
article-paragraph: Single men—Oldham, 8; Hill, 6; Gibson, 4; Hill, 12; De Lisle, 3; Saywell, 21; Parr, 5; Hill, 0; Richards, 2; Milne, 6; W. Gleeson, 5; Hill, 12; Chamberlain, 5; Hill, 6; Halcombe, 7; Carr, 0. Total, 117. — [971, 265, 1100, 302]
article-paragraph: SUMMER SALE Always a Success! NEW STOCK Customers delighted. NO RUBBISH TO SELL Must have room. HEAVY AND GENUINE REDUCTIONS. See for yourself. Bargains in everything. — [149, 53, 277, 90]
subheading: (PER PRESS ASSOCIATION.) LONDON, March 20. — [439, 397, 535, 413]
article-paragraph: AGENCIES— "The Phoenix Fire Co., of London." Forwarding Agent for New Zealand Loan and Mercantile Agency Company, Limited. New Zealand Accident Insurance Company. Mr Atkins, Architect, Wanganui. — [12, 640, 140, 684]
column-rule — [155, 402, 271, 403]
article-paragraph: The following team will represent the Feilding Cricket Club in a match with a team picked by Mr Lloyd (of Palmerston), to be played on Saturday next at Palmerston:—Reade, Grant, Halcombe, Levett, Innes-Jones, H. Green, C. Fitzherbert, Hartley, Bray, Mosley, Parr. Emergencies, P. and W. Gleeson. — [971, 334, 1100, 401]
double-rule — [149, 854, 277, 857]
